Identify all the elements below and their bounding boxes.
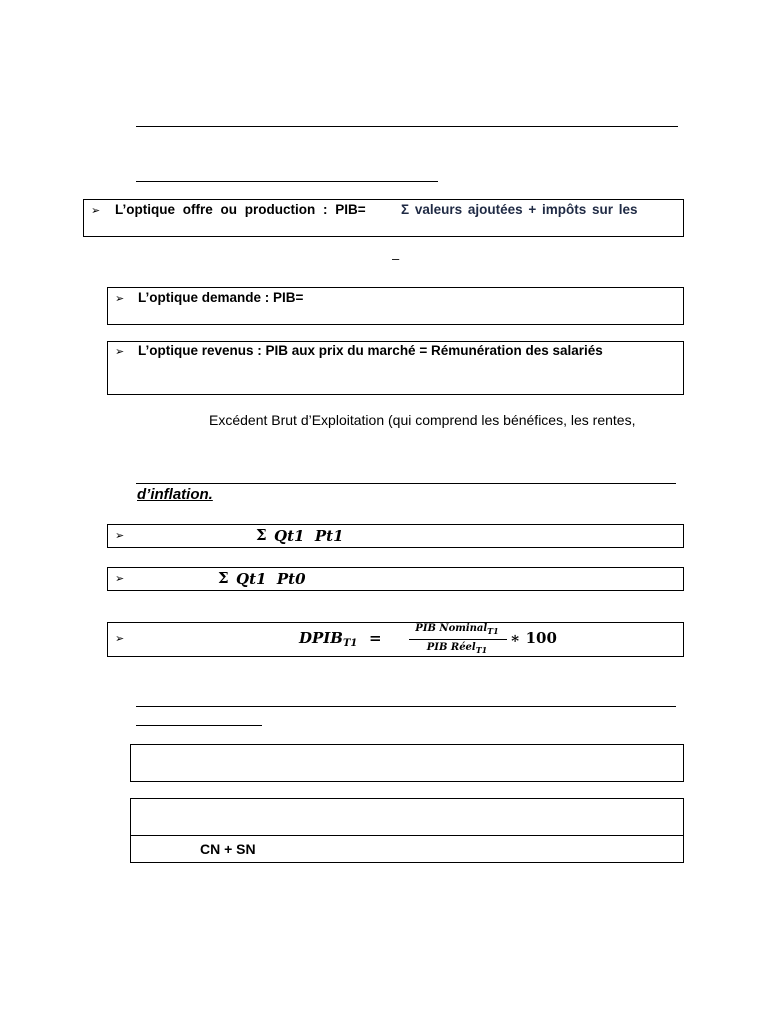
bullet-icon: ➢	[91, 204, 101, 217]
income-label: L’optique revenus : PIB aux prix du marché = Rémunération des salariés	[138, 343, 603, 358]
production-formula: Σ valeurs ajoutées + impôts sur les	[401, 202, 638, 217]
bullet-icon: ➢	[115, 292, 125, 305]
bullet-icon: ➢	[115, 572, 125, 585]
production-label: L’optique offre ou production : PIB=	[115, 202, 366, 217]
accounts-divider	[130, 835, 684, 836]
accounts-text: CN + SN	[200, 841, 256, 857]
real-sigma: Σ	[218, 569, 229, 587]
bullet-icon: ➢	[115, 529, 125, 542]
deflator-numerator: PIB Nominal$_{T1}$	[415, 623, 499, 636]
short-rule	[136, 725, 262, 726]
demand-label: L’optique demande : PIB=	[138, 290, 304, 305]
inflation-heading: d’inflation.	[137, 486, 213, 503]
bullet-icon: ➢	[115, 345, 125, 358]
deflator-equals: =	[369, 629, 382, 647]
section-rule	[136, 706, 676, 707]
deflator-denominator: PIB Réel$_{T1}$	[426, 642, 488, 655]
fraction-bar	[409, 639, 507, 640]
title-rule	[136, 126, 678, 127]
real-formula: Qt1 Pt0	[236, 570, 306, 588]
income-continuation: Excédent Brut d’Exploitation (qui comprend les bénéfices, les rentes,	[209, 412, 636, 428]
real-box	[107, 567, 684, 591]
nominal-box	[107, 524, 684, 548]
bullet-icon: ➢	[115, 632, 125, 645]
deflator-lhs: $DPIB_{T1}$	[299, 629, 358, 649]
inflation-rule	[136, 483, 676, 484]
subtitle-rule	[136, 181, 438, 182]
nominal-formula: Qt1 Pt1	[274, 527, 344, 545]
dash-mark: –	[392, 251, 400, 266]
nominal-sigma: Σ	[256, 526, 267, 544]
empty-box	[130, 744, 684, 782]
deflator-box	[107, 622, 684, 657]
deflator-multiplier: ∗ 100	[510, 629, 557, 647]
